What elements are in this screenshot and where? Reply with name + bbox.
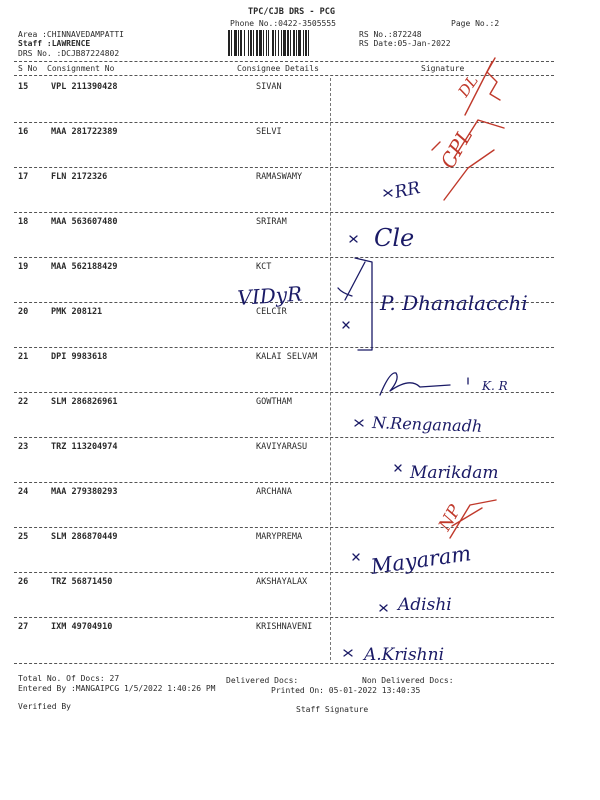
row-divider xyxy=(14,437,554,438)
barcode-bar xyxy=(250,30,252,56)
non-delivered-docs: Non Delivered Docs: xyxy=(362,676,454,685)
entered-by: Entered By :MANGAIPCG 1/5/2022 1:40:26 PM xyxy=(18,684,216,693)
barcode-bar xyxy=(266,30,267,56)
row-consignee-name: SRIRAM xyxy=(256,217,287,227)
row-consignee-name: KCT xyxy=(256,262,272,272)
row-divider xyxy=(14,617,554,618)
table-row xyxy=(0,352,600,364)
drs-number: DRS No. :DCJB87224802 xyxy=(18,49,120,58)
row-sno: 22 xyxy=(18,397,29,407)
row-sno: 18 xyxy=(18,217,29,227)
row-divider xyxy=(14,482,554,483)
row-divider xyxy=(14,302,554,303)
row-divider xyxy=(14,392,554,393)
printed-on: Printed On: 05-01-2022 13:40:35 xyxy=(271,686,421,695)
signature-21: K. R xyxy=(482,379,508,393)
barcode-bar xyxy=(272,30,274,56)
rs-number: RS No.:872248 xyxy=(359,30,422,39)
row-sno: 17 xyxy=(18,172,29,182)
row-sno: 21 xyxy=(18,352,29,362)
barcode-bar xyxy=(234,30,237,56)
row-sno: 19 xyxy=(18,262,29,272)
column-consignment: Consignment No xyxy=(47,64,115,73)
red-stamp-cpl: CPL xyxy=(435,124,478,173)
row-divider xyxy=(14,212,554,213)
column-sno: S No xyxy=(18,64,38,73)
row-sno: 20 xyxy=(18,307,29,317)
row-consignee-name: GOWTHAM xyxy=(256,397,292,407)
row-sno: 26 xyxy=(18,577,29,587)
barcode-bar xyxy=(293,30,295,56)
row-consignment-no: TRZ 56871450 xyxy=(51,577,113,587)
table-row xyxy=(0,217,600,229)
table-row xyxy=(0,442,600,454)
row-divider xyxy=(14,347,554,348)
row-sno: 25 xyxy=(18,532,29,542)
red-stamp-dl: DL xyxy=(454,71,482,101)
table-row xyxy=(0,82,600,94)
document-title: TPC/CJB DRS - PCG xyxy=(248,7,335,17)
row-divider xyxy=(14,122,554,123)
barcode-bar xyxy=(296,30,297,56)
table-row xyxy=(0,532,600,544)
barcode-bar xyxy=(283,30,286,56)
signature-22: N.Renganadh xyxy=(371,413,483,436)
table-row xyxy=(0,307,600,319)
barcode-bar xyxy=(231,30,232,56)
barcode-bar xyxy=(281,30,282,56)
row-consignee-name: RAMASWAMY xyxy=(256,172,303,182)
verified-by: Verified By xyxy=(18,702,71,711)
table-row xyxy=(0,172,600,184)
table-row xyxy=(0,262,600,274)
barcode-bar xyxy=(308,30,309,56)
row-consignee-name: AKSHAYALAX xyxy=(256,577,308,587)
row-divider xyxy=(14,167,554,168)
row-sno: 23 xyxy=(18,442,29,452)
barcode-bar xyxy=(275,30,276,56)
row-sno: 16 xyxy=(18,127,29,137)
row-consignee-name: KALAI SELVAM xyxy=(256,352,318,362)
page-number: Page No.:2 xyxy=(451,19,500,28)
rs-date: RS Date:05-Jan-2022 xyxy=(359,39,451,48)
row-consignee-name: SIVAN xyxy=(256,82,282,92)
signature-25: Mayaram xyxy=(369,541,473,579)
row-consignee-name: KAVIYARASU xyxy=(256,442,308,452)
row-divider xyxy=(14,572,554,573)
table-row xyxy=(0,622,600,634)
header-divider-top xyxy=(14,61,554,62)
column-consignee: Consignee Details xyxy=(237,64,319,73)
phone-number: Phone No.:0422-3505555 xyxy=(230,19,336,28)
table-row xyxy=(0,127,600,139)
row-consignment-no: FLN 2172326 xyxy=(51,172,108,182)
area-label: Area :CHINNAVEDAMPATTI xyxy=(18,30,124,39)
barcode-bar xyxy=(278,30,279,56)
row-consignee-name: SELVI xyxy=(256,127,282,137)
barcode-bar xyxy=(259,30,262,56)
signature-18: Cle xyxy=(374,224,415,252)
barcode-bar xyxy=(263,30,264,56)
barcode-bar xyxy=(240,30,242,56)
row-consignment-no: SLM 286870449 xyxy=(51,532,118,542)
signature-27: A.Krishni xyxy=(364,645,445,665)
barcode-bar xyxy=(244,30,245,56)
column-signature: Signature xyxy=(421,64,465,73)
header-divider-bottom xyxy=(14,75,554,76)
row-consignment-no: IXM 49704910 xyxy=(51,622,113,632)
row-consignment-no: VPL 211390428 xyxy=(51,82,118,92)
row-sno: 27 xyxy=(18,622,29,632)
row-consignment-no: PMK 208121 xyxy=(51,307,103,317)
barcode-bar xyxy=(228,30,230,56)
row-consignee-name: MARYPREMA xyxy=(256,532,303,542)
barcode-bar xyxy=(287,30,289,56)
red-stamp-np: NP xyxy=(435,501,466,535)
row-consignment-no: DPI 9983618 xyxy=(51,352,108,362)
row-consignee-name: KRISHNAVENI xyxy=(256,622,313,632)
barcode-bar xyxy=(268,30,269,56)
barcode-bar xyxy=(303,30,304,56)
row-consignment-no: TRZ 113204974 xyxy=(51,442,118,452)
signature-19-left: VIDyR xyxy=(236,281,303,310)
signature-26: Adishi xyxy=(398,595,452,615)
staff-label: Staff :LAWRENCE xyxy=(18,39,91,48)
row-consignment-no: MAA 563607480 xyxy=(51,217,118,227)
row-sno: 15 xyxy=(18,82,29,92)
signature-23: Marikdam xyxy=(410,463,499,483)
barcode-image xyxy=(228,30,350,56)
barcode-bar xyxy=(256,30,258,56)
footer-divider xyxy=(14,663,554,664)
staff-signature: Staff Signature xyxy=(296,705,369,714)
total-docs: Total No. Of Docs: 27 xyxy=(18,674,120,683)
barcode-bar xyxy=(290,30,291,56)
row-consignee-name: ARCHANA xyxy=(256,487,292,497)
signature-17: RR xyxy=(392,178,423,203)
row-sno: 24 xyxy=(18,487,29,497)
barcode-bar xyxy=(238,30,239,56)
barcode-bar xyxy=(305,30,307,56)
barcode-bar xyxy=(298,30,301,56)
signature-19-20: P. Dhanalacchi xyxy=(380,291,528,315)
row-divider xyxy=(14,527,554,528)
row-consignment-no: MAA 562188429 xyxy=(51,262,118,272)
row-divider xyxy=(14,257,554,258)
row-consignment-no: MAA 279380293 xyxy=(51,487,118,497)
table-row xyxy=(0,397,600,409)
table-row xyxy=(0,487,600,499)
row-consignee-name: CELCIR xyxy=(256,307,287,317)
row-consignment-no: SLM 286826961 xyxy=(51,397,118,407)
row-consignment-no: MAA 281722389 xyxy=(51,127,118,137)
delivered-docs: Delivered Docs: xyxy=(226,676,299,685)
barcode-bar xyxy=(248,30,249,56)
barcode-bar xyxy=(253,30,254,56)
table-row xyxy=(0,577,600,589)
